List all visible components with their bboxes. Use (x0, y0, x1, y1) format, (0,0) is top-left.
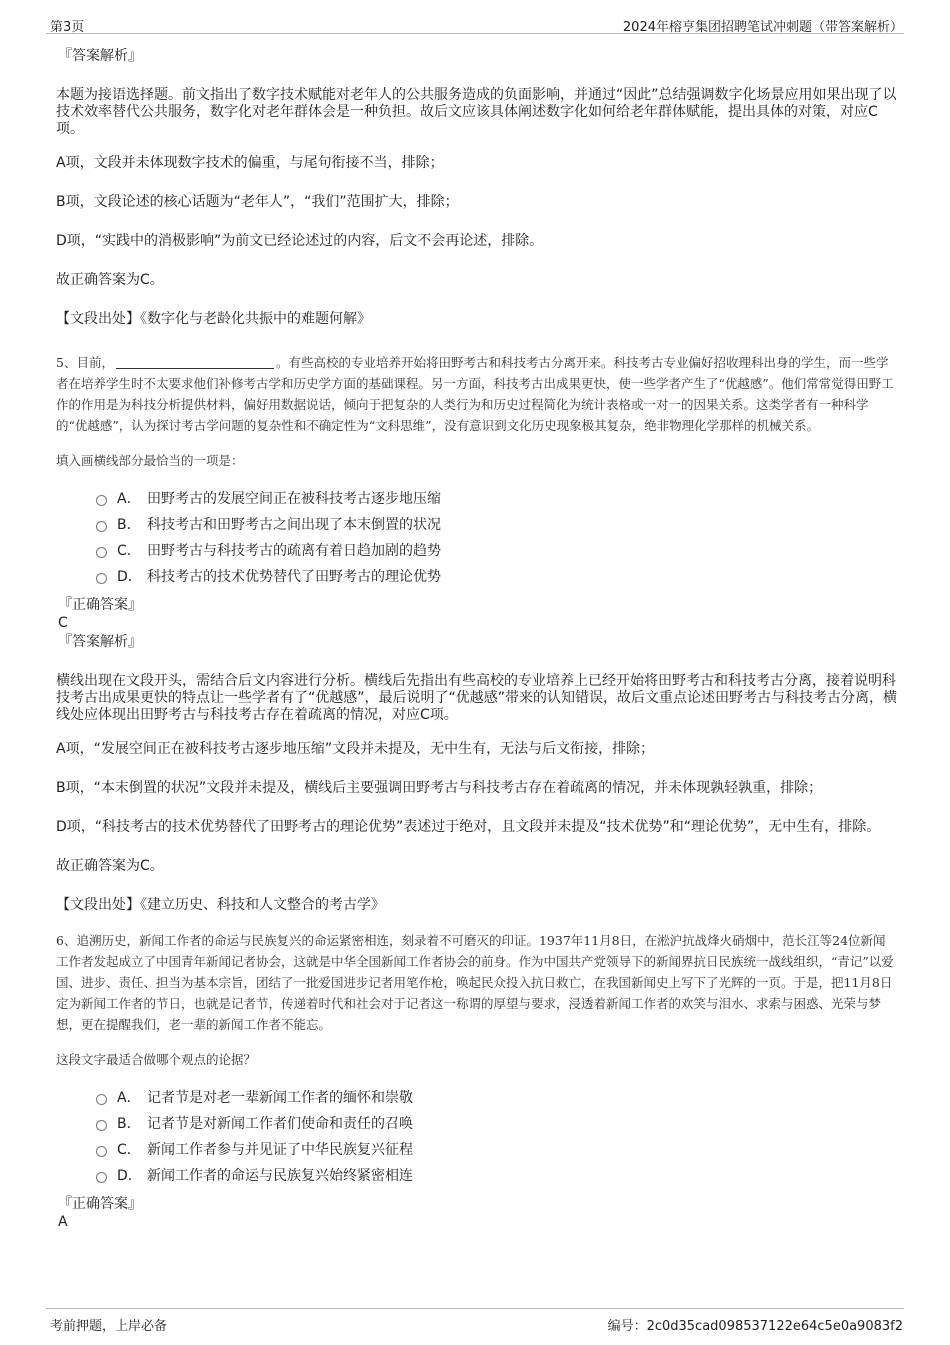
q5-conclusion: 故正确答案为C。 (56, 858, 164, 874)
q6-option-c-label: C． (117, 1142, 141, 1158)
q6-stem: 6、追溯历史，新闻工作者的命运与民族复兴的命运紧密相连，刻录着不可磨灭的印证。1937年11月8日，在淞沪抗战烽火硝烟中，范长江等24位新闻工作者发起成立了中国青年新闻记者协会，这就是中华全国新闻工作者协会的前身。作为中国共产党领导下的新闻界抗日民族统一战线组织，“青记”以爱国、进步、责任、担当为基本宗旨，团结了一批爱国进步记者用笔作枪，唤起民众投入抗日救亡，在我国新闻史上写下了光辉的一页。于是，把11月8日定为新闻工作者的节日，也就是记者节，传递着时代和社会对于记者这一称谓的厚望与要求，浸透着新闻工作者的欢笑与泪水、求索与困惑、光荣与梦想，更在提醒我们，老一辈的新闻工作者不能忘。 (56, 933, 894, 1032)
q4-analysis-paragraph: 本题为接语选择题。前文指出了数字技术赋能对老年人的公共服务造成的负面影响，并通过“因此”总结强调数字化场景应用如果出现了以技术效率替代公共服务，数字化对老年群体会是一种负担。故后文应该具体阐述数字化如何给老年群体赋能，提出具体的对策，对应C项。 (56, 87, 897, 137)
q4-source: 【文段出处】《数字化与老龄化共振中的难题何解》 (56, 311, 371, 327)
q6-option-d-text: 新闻工作者的命运与民族复兴始终紧密相连 (147, 1168, 413, 1184)
q5-prompt: 填入画横线部分最恰当的一项是： (56, 453, 244, 468)
radio-icon[interactable] (96, 521, 107, 532)
page-content (56, 44, 898, 1231)
radio-icon[interactable] (96, 1094, 107, 1105)
radio-icon[interactable] (96, 547, 107, 558)
q5-stem (56, 352, 898, 436)
q5-option-b-label: B． (117, 517, 141, 533)
q5-option-a-label: A． (117, 491, 141, 507)
footer-serial: 编号：2c0d35cad098537122e64c5e0a9083f2 (607, 1319, 903, 1334)
q5-source: 【文段出处】《建立历史、科技和人文整合的考古学》 (56, 897, 385, 913)
question-6 (56, 930, 898, 1231)
q6-option-a-text: 记者节是对老一辈新闻工作者的缅怀和崇敬 (147, 1090, 413, 1106)
radio-icon[interactable] (96, 1146, 107, 1157)
q5-blank-line (116, 355, 274, 369)
q6-option-b-text: 记者节是对新闻工作者们使命和责任的召唤 (147, 1116, 413, 1132)
q4-analysis-section (56, 48, 898, 328)
q5-analysis-heading: 『答案解析』 (58, 634, 142, 650)
q6-option-a-label: A． (117, 1090, 141, 1106)
footer-slogan: 考前押题，上岸必备 (50, 1319, 168, 1334)
q5-option-b[interactable] (96, 511, 898, 537)
q4-analysis-option-b: B项，文段论述的核心话题为“老年人”，“我们”范围扩大，排除； (56, 194, 459, 210)
page-footer (0, 1308, 950, 1345)
q5-analysis-option-d: D项，“科技考古的技术优势替代了田野考古的理论优势”表述过于绝对，且文段并未提及“技术优势”和“理论优势”，无中生有，排除。 (56, 819, 881, 835)
q5-analysis-paragraph: 横线出现在文段开头，需结合后文内容进行分析。横线后先指出有些高校的专业培养上已经开始将田野考古和科技考古分离，接着说明科技考古出成果更快的特点让一些学者有了“优越感”，最后说明了“优越感”带来的认知错误，故后文重点论述田野考古与科技考古分离，横线处应体现出田野考古与科技考古存在着疏离的情况，对应C项。 (56, 673, 898, 723)
q5-option-d-label: D． (117, 569, 142, 585)
q5-stem-text: 。有些高校的专业培养开始将田野考古和科技考古分离开来。科技考古专业偏好招收理科出身的学生，而一些学者在培养学生时不太要求他们补修考古学和历史学方面的基础课程。另一方面，科技考古出成果更快，使一些学者产生了“优越感”。他们常常觉得田野工作的作用是为科技分析提供材料，偏好用数据说话，倾向于把复杂的人类行为和历史过程简化为统计表格或一对一的因果关系。这类学者有一种科学的“优越感”，认为探讨考古学问题的复杂性和不确定性为“文科思维”，没有意识到文化历史现象极其复杂，绝非物理化学那样的机械关系。 (56, 355, 894, 433)
q4-analysis-heading: 『答案解析』 (58, 48, 142, 64)
q6-option-d[interactable] (96, 1162, 898, 1188)
q5-option-c[interactable] (96, 537, 898, 563)
q5-answer-heading: 『正确答案』 (58, 597, 142, 613)
page-header (0, 0, 950, 34)
q5-option-a-text: 田野考古的发展空间正在被科技考古逐步地压缩 (147, 491, 441, 507)
footer-divider (46, 1308, 904, 1309)
q5-option-d-text: 科技考古的技术优势替代了田野考古的理论优势 (147, 569, 441, 585)
radio-icon[interactable] (96, 1120, 107, 1131)
q5-option-c-label: C． (117, 543, 141, 559)
q6-answer: A (58, 1214, 68, 1230)
q4-conclusion: 故正确答案为C。 (56, 272, 164, 288)
q4-analysis-option-a: A项，文段并未体现数字技术的偏重，与尾句衔接不当，排除； (56, 155, 444, 171)
q5-answer: C (58, 615, 68, 631)
q5-analysis-option-a: A项，“发展空间正在被科技考古逐步地压缩”文段并未提及，无中生有，无法与后文衔接，排除； (56, 741, 655, 757)
q6-answer-heading: 『正确答案』 (58, 1196, 142, 1212)
q5-option-d[interactable] (96, 563, 898, 589)
page-number: 第3页 (50, 20, 85, 35)
q6-options (96, 1084, 898, 1188)
radio-icon[interactable] (96, 495, 107, 506)
q6-option-d-label: D． (117, 1168, 142, 1184)
radio-icon[interactable] (96, 573, 107, 584)
q5-option-b-text: 科技考古和田野考古之间出现了本末倒置的状况 (147, 517, 441, 533)
q5-analysis-option-b: B项，“本末倒置的状况”文段并未提及，横线后主要强调田野考古与科技考古存在着疏离的情况，并未体现孰轻孰重，排除； (56, 780, 823, 796)
radio-icon[interactable] (96, 1172, 107, 1183)
q6-option-a[interactable] (96, 1084, 898, 1110)
q4-analysis-option-d: D项，“实践中的消极影响”为前文已经论述过的内容，后文不会再论述，排除。 (56, 233, 544, 249)
q5-options (96, 485, 898, 589)
q6-option-b-label: B． (117, 1116, 141, 1132)
question-5 (56, 352, 898, 914)
q5-option-a[interactable] (96, 485, 898, 511)
q6-prompt: 这段文字最适合做哪个观点的论据？ (56, 1052, 257, 1067)
q6-option-c[interactable] (96, 1136, 898, 1162)
header-divider (46, 33, 904, 34)
q6-option-c-text: 新闻工作者参与并见证了中华民族复兴征程 (147, 1142, 413, 1158)
q5-option-c-text: 田野考古与科技考古的疏离有着日趋加剧的趋势 (147, 543, 441, 559)
document-title: 2024年榕亨集团招聘笔试冲刺题（带答案解析） (622, 20, 903, 35)
q5-stem-prefix: 5、目前， (56, 355, 114, 370)
q6-option-b[interactable] (96, 1110, 898, 1136)
